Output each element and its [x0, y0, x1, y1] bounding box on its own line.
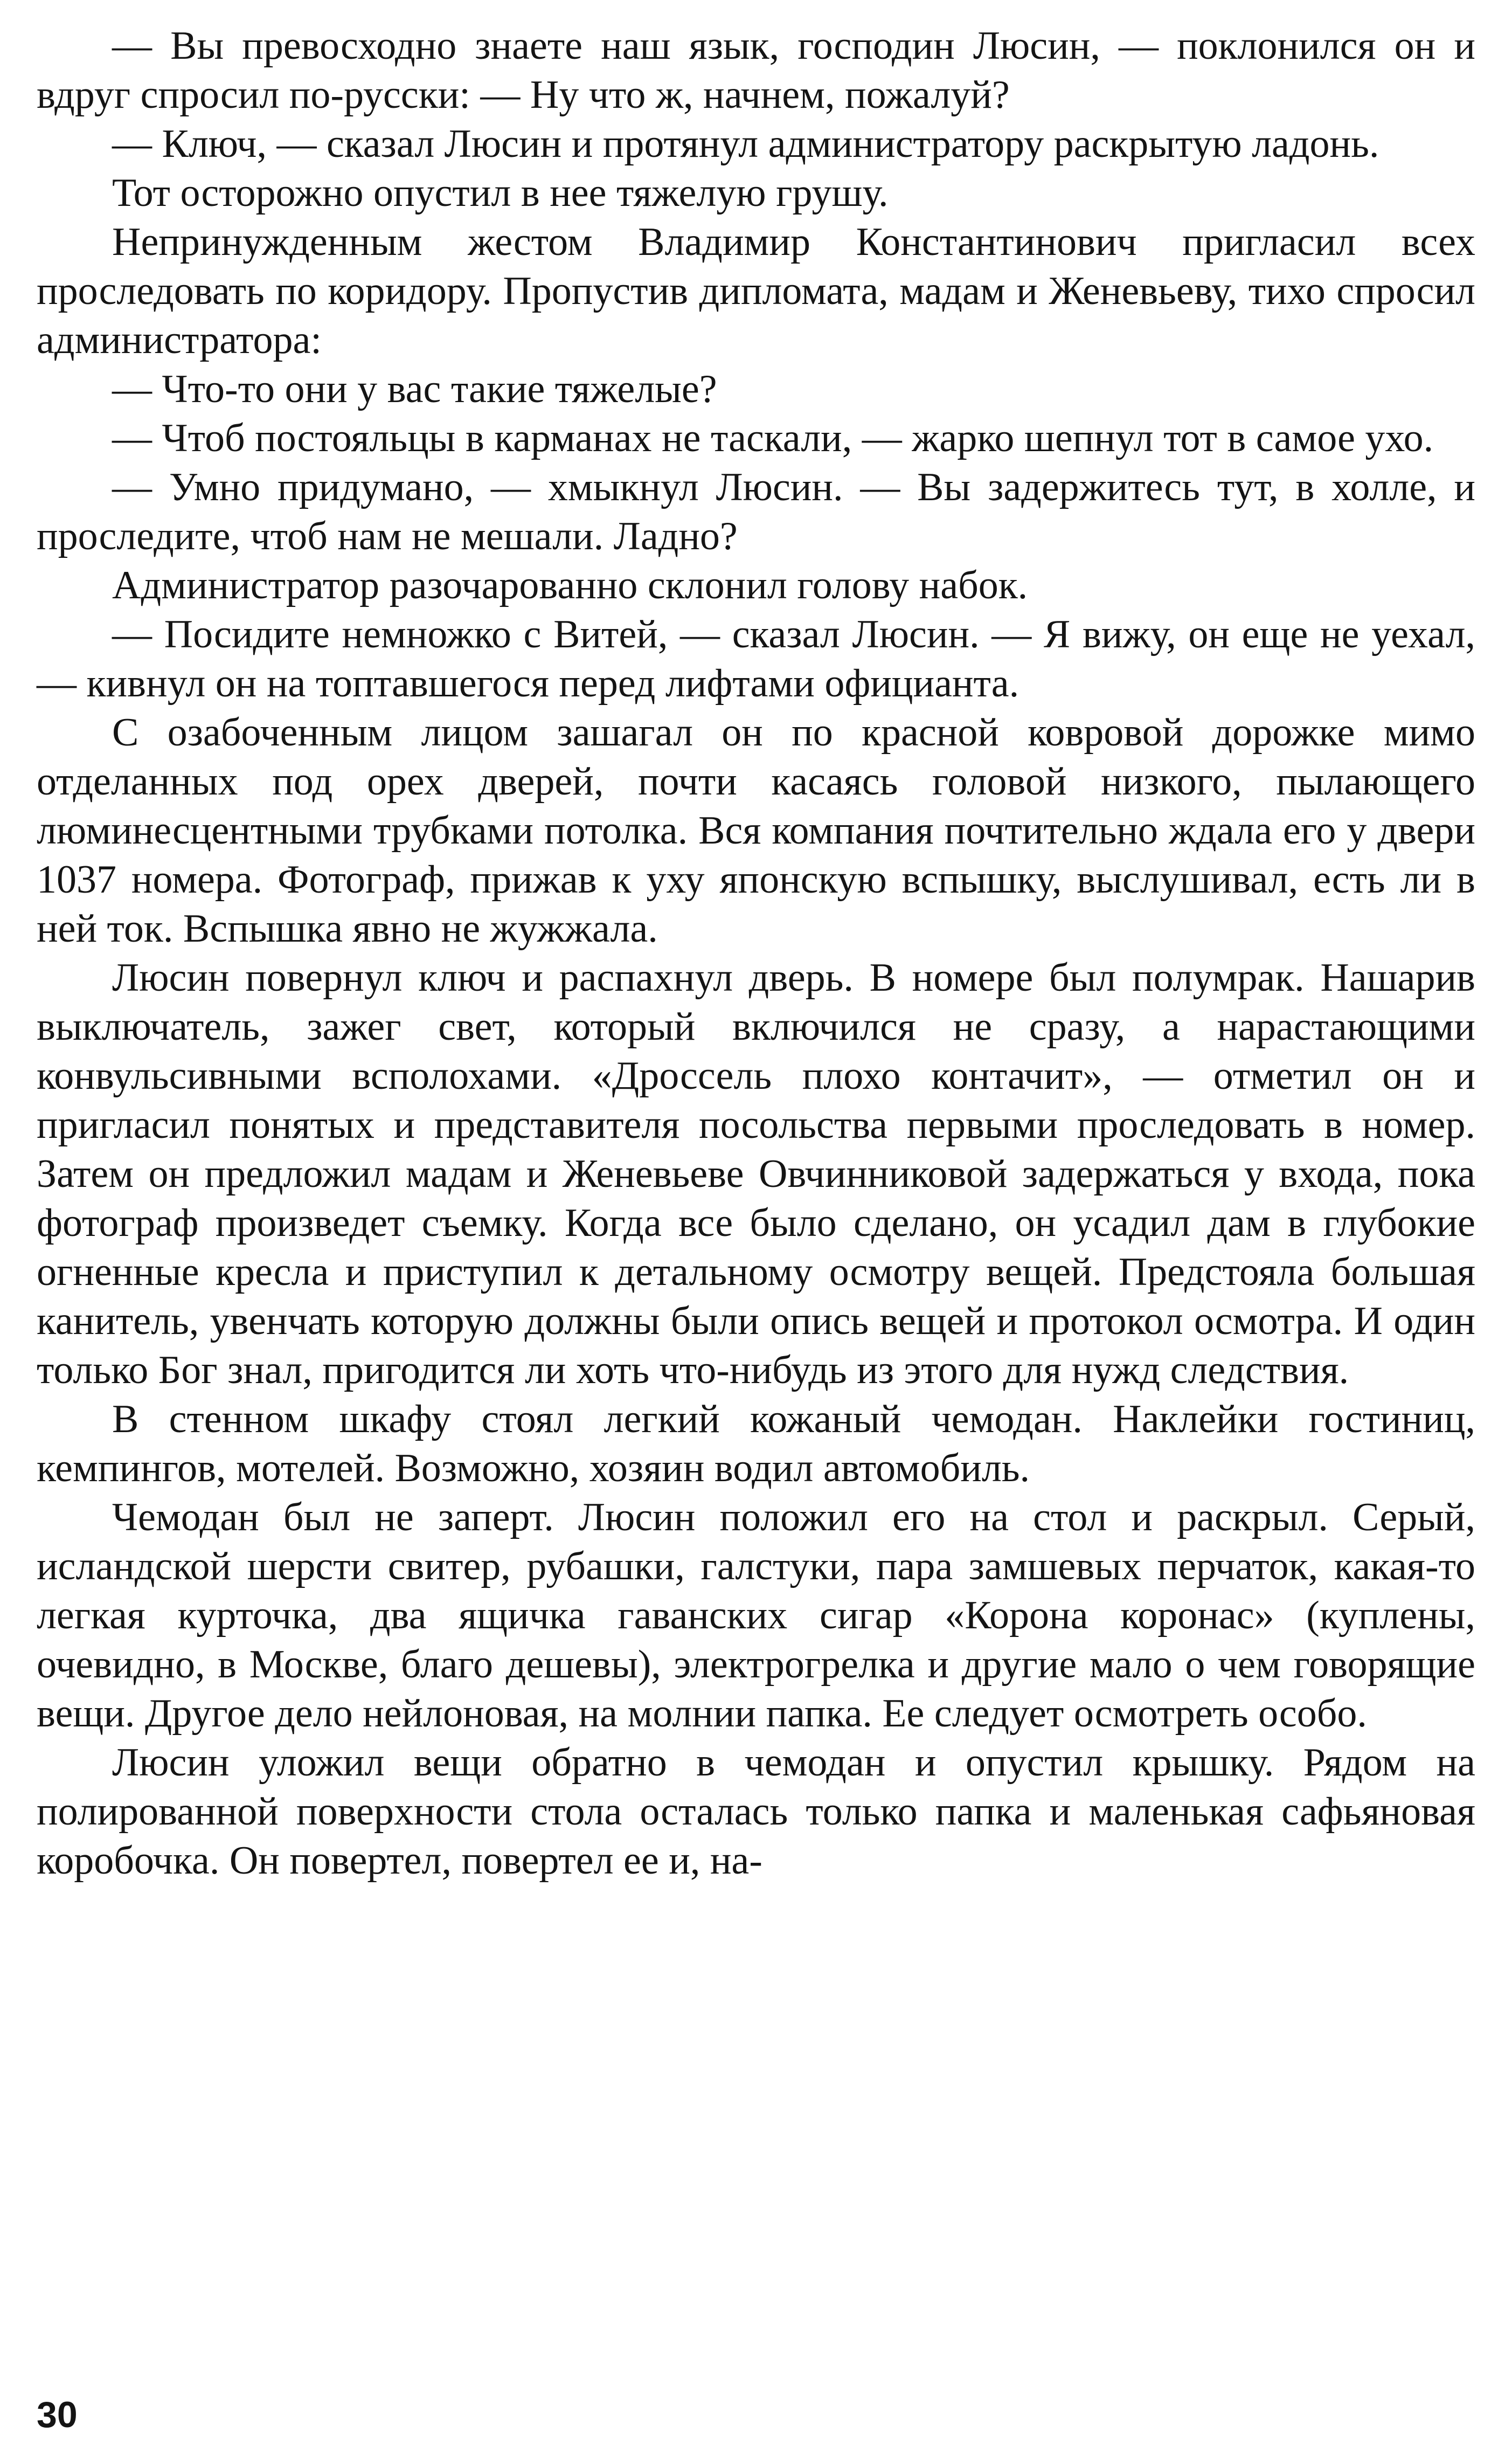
paragraph: — Посидите немножко с Витей, — сказал Люсин. — Я вижу, он еще не уехал, — кивнул он на топтавшегося перед лифтами официанта.	[37, 612, 1475, 706]
page-number: 30	[37, 2394, 78, 2435]
paragraph: — Вы превосходно знаете наш язык, господин Люсин, — поклонился он и вдруг спросил по-русски: — Ну что ж, начнем, пожалуй?	[37, 24, 1475, 117]
paragraph: Люсин повернул ключ и распахнул дверь. В номере был полумрак. Нашарив выключатель, зажег свет, который включился не сразу, а нарастающими конвульсивными всполохами. «Дроссель плохо контачит», — отметил он и пригласил понятых и представителя посольства первыми проследовать в номер. Затем он предложил мадам и Женевьеве Овчинниковой задержаться у входа, пока фотограф произведет съемку. Когда все было сделано, он усадил дам в глубокие огненные кресла и приступил к детальному осмотру вещей. Предстояла большая канитель, увенчать которую должны были опись вещей и протокол осмотра. И один только Бог знал, пригодится ли хоть что-нибудь из этого для нужд следствия.	[37, 956, 1475, 1392]
page-text	[37, 22, 1475, 1885]
paragraph: Тот осторожно опустил в нее тяжелую грушу.	[112, 171, 889, 215]
paragraph: Непринужденным жестом Владимир Константинович пригласил всех проследовать по коридору. Пропустив дипломата, мадам и Женевьеву, тихо спросил администратора:	[37, 220, 1475, 362]
paragraph: — Умно придумано, — хмыкнул Люсин. — Вы задержитесь тут, в холле, и проследите, чтоб нам не мешали. Ладно?	[37, 465, 1475, 558]
paragraph: Чемодан был не заперт. Люсин положил его на стол и раскрыл. Серый, исландской шерсти свитер, рубашки, галстуки, пара замшевых перчаток, какая-то легкая курточка, два ящичка гаванских сигар «Корона коронас» (куплены, очевидно, в Москве, благо дешевы), электрогрелка и другие мало о чем говорящие вещи. Другое дело нейлоновая, на молнии папка. Ее следует осмотреть особо.	[37, 1495, 1475, 1736]
paragraph: В стенном шкафу стоял легкий кожаный чемодан. Наклейки гостиниц, кемпингов, мотелей. Возможно, хозяин водил автомобиль.	[37, 1397, 1475, 1490]
paragraph: — Ключ, — сказал Люсин и протянул администратору раскрытую ладонь.	[112, 122, 1379, 166]
paragraph: — Чтоб постояльцы в карманах не таскали, — жарко шепнул тот в самое ухо.	[112, 416, 1434, 460]
paragraph: — Что-то они у вас такие тяжелые?	[112, 367, 717, 411]
paragraph: С озабоченным лицом зашагал он по красной ковровой дорожке мимо отделанных под орех дверей, почти касаясь головой низкого, пылающего люминесцентными трубками потолка. Вся компания почтительно ждала его у двери 1037 номера. Фотограф, прижав к уху японскую вспышку, выслушивал, есть ли в ней ток. Вспышка явно не жужжала.	[37, 710, 1475, 951]
paragraph: Люсин уложил вещи обратно в чемодан и опустил крышку. Рядом на полированной поверхности стола осталась только папка и маленькая сафьяновая коробочка. Он повертел, повертел ее и, на-	[37, 1740, 1475, 1883]
paragraph: Администратор разочарованно склонил голову набок.	[112, 563, 1028, 607]
